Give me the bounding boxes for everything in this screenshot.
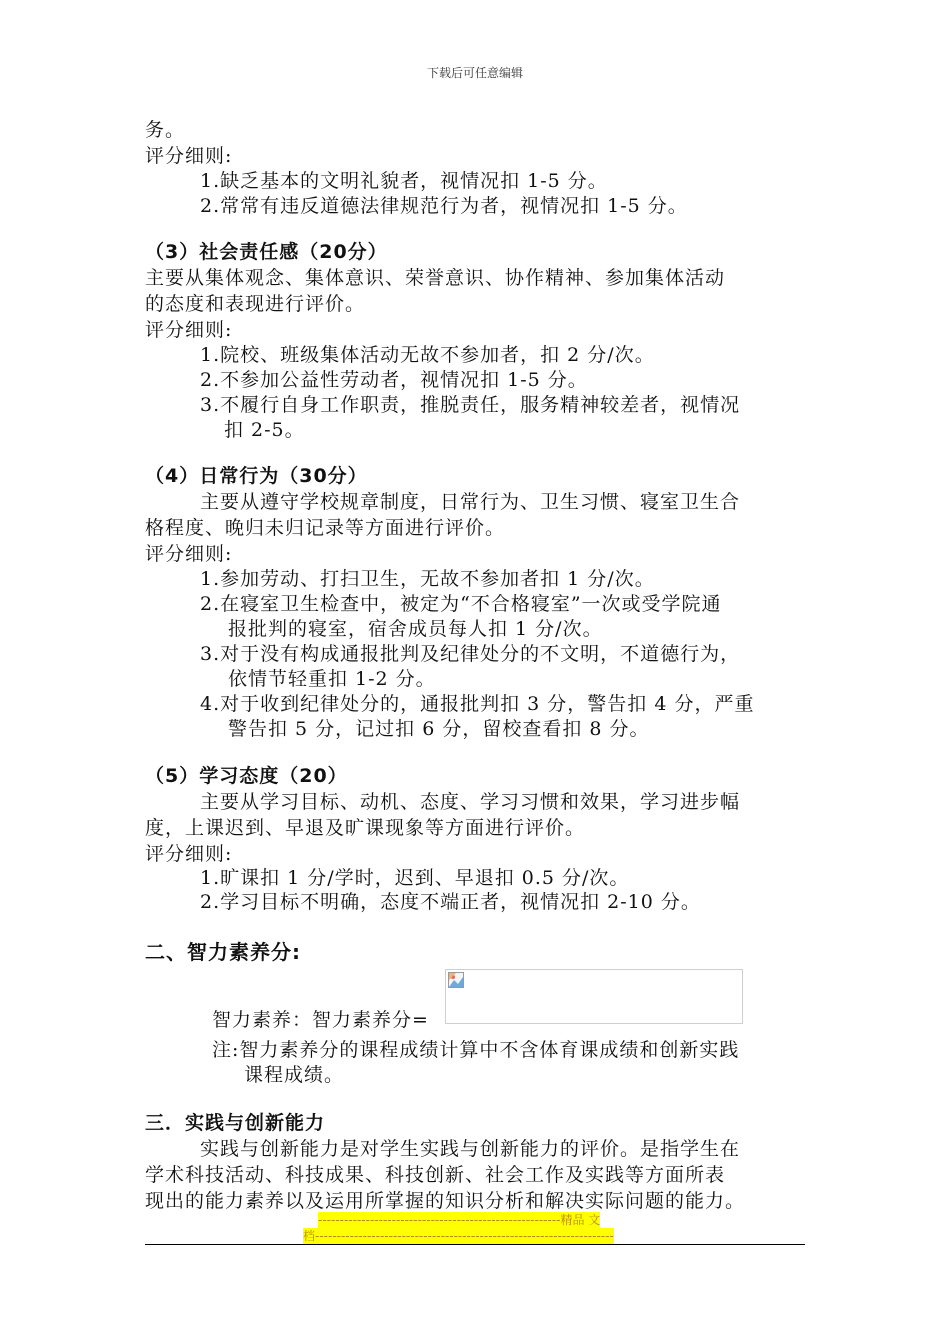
text-line: 主要从学习目标、动机、态度、学习习惯和效果，学习进步幅	[200, 791, 741, 813]
list-item: 1.参加劳动、打扫卫生，无故不参加者扣 1 分/次。	[200, 568, 655, 590]
list-item-continuation: 警告扣 5 分，记过扣 6 分，留校查看扣 8 分。	[228, 718, 650, 740]
broken-image-icon	[448, 972, 464, 988]
page-header: 下载后可任意编辑	[426, 66, 523, 80]
list-item: 1.旷课扣 1 分/学时，迟到、早退扣 0.5 分/次。	[200, 867, 630, 889]
section-subheading: 评分细则:	[145, 319, 233, 341]
text-line: 主要从集体观念、集体意识、荣誉意识、协作精神、参加集体活动	[145, 267, 726, 289]
list-item: 2.学习目标不明确，态度不端正者，视情况扣 2-10 分。	[200, 891, 701, 913]
list-item: 2.不参加公益性劳动者，视情况扣 1-5 分。	[200, 369, 588, 391]
text-line: 主要从遵守学校规章制度，日常行为、卫生习惯、寝室卫生合	[200, 491, 741, 513]
text-line: 的态度和表现进行评价。	[145, 293, 366, 315]
note-line: 注:智力素养分的课程成绩计算中不含体育课成绩和创新实践	[212, 1039, 740, 1061]
text-line: 务。	[145, 119, 186, 141]
section-subheading: 评分细则:	[145, 843, 233, 865]
list-item: 2.常常有违反道德法律规范行为者，视情况扣 1-5 分。	[200, 195, 688, 217]
list-item-continuation: 报批判的寝室，宿舍成员每人扣 1 分/次。	[228, 618, 603, 640]
text-line: 现出的能力素养以及运用所掌握的知识分析和解决实际问题的能力。	[145, 1190, 746, 1212]
list-item: 1.院校、班级集体活动无故不参加者，扣 2 分/次。	[200, 344, 655, 366]
list-item-continuation: 扣 2-5。	[224, 419, 305, 441]
list-item: 4.对于收到纪律处分的，通报批判扣 3 分，警告扣 4 分，严重	[200, 693, 755, 715]
footer-divider	[145, 1244, 805, 1245]
footer-watermark-line: --------------------------------------------------------精品 文	[318, 1213, 601, 1227]
list-item: 1.缺乏基本的文明礼貌者，视情况扣 1-5 分。	[200, 170, 608, 192]
formula-label: 智力素养：智力素养分=	[212, 1009, 429, 1031]
text-line: 实践与创新能力是对学生实践与创新能力的评价。是指学生在	[200, 1138, 741, 1160]
section-heading: （3）社会责任感（20分）	[145, 241, 388, 263]
note-line-continuation: 课程成绩。	[244, 1064, 345, 1086]
section-subheading: 评分细则:	[145, 145, 233, 167]
list-item: 2.在寝室卫生检查中，被定为“不合格寝室”一次或受学院通	[200, 593, 722, 615]
footer-watermark-line: 档---------------------------------------------------------------------	[303, 1229, 614, 1243]
text-line: 度，上课迟到、早退及旷课现象等方面进行评价。	[145, 817, 586, 839]
list-item-continuation: 依情节轻重扣 1-2 分。	[228, 668, 436, 690]
text-line: 格程度、晚归未归记录等方面进行评价。	[145, 517, 506, 539]
section-heading: （4）日常行为（30分）	[145, 465, 368, 487]
section-subheading: 评分细则:	[145, 543, 233, 565]
section-heading: （5）学习态度（20）	[145, 765, 348, 787]
formula-image-placeholder	[445, 969, 743, 1024]
chapter-heading: 二、智力素养分:	[145, 940, 301, 964]
text-line: 学术科技活动、科技成果、科技创新、社会工作及实践等方面所表	[145, 1164, 726, 1186]
list-item: 3.对于没有构成通报批判及纪律处分的不文明，不道德行为，	[200, 643, 741, 665]
list-item: 3.不履行自身工作职责，推脱责任，服务精神较差者，视情况	[200, 394, 741, 416]
chapter-heading: 三．实践与创新能力	[145, 1112, 326, 1134]
